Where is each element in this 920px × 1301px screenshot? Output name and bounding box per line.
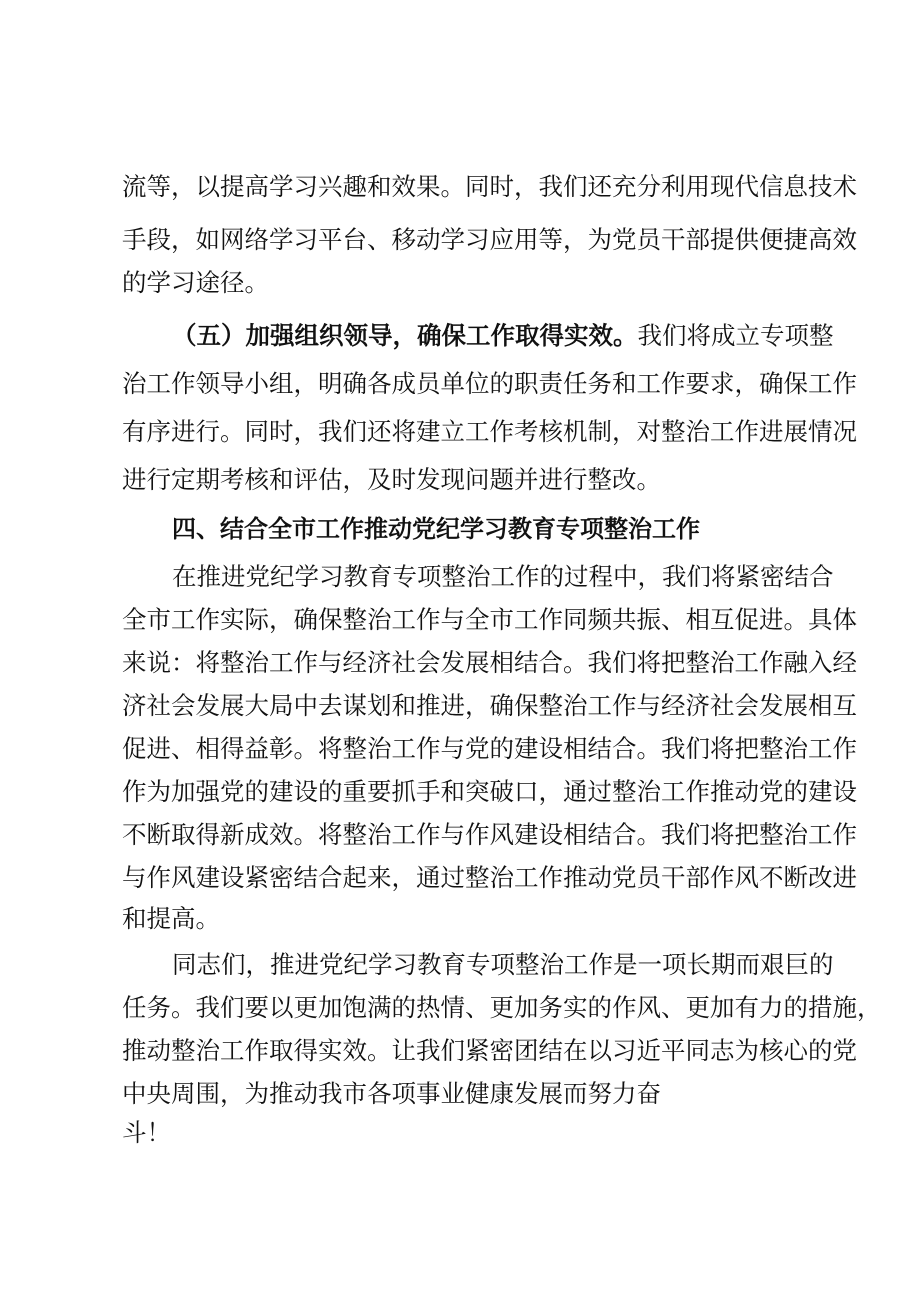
paragraph-line: 济社会发展大局中去谋划和推进，确保整治工作与经济社会发展相互 xyxy=(122,691,857,720)
bold-lead-sentence: （五）加强组织领导，确保工作取得实效。 xyxy=(172,321,638,350)
paragraph-line: 斗！ xyxy=(122,1118,171,1147)
paragraph-line: 的学习途径。 xyxy=(122,268,269,297)
paragraph-line: 推动整治工作取得实效。让我们紧密团结在以习近平同志为核心的党 xyxy=(122,1036,857,1065)
paragraph-first-line xyxy=(172,321,834,351)
paragraph-line: 与作风建设紧密结合起来，通过整治工作推动党员干部作风不断改进 xyxy=(122,863,857,892)
paragraph-line: 有序进行。同时，我们还将建立工作考核机制，对整治工作进展情况 xyxy=(122,417,857,446)
paragraph-line: 不断取得新成效。将整治工作与作风建设相结合。我们将把整治工作 xyxy=(122,820,857,849)
paragraph-line: 中央周围，为推动我市各项事业健康发展而努力奋 xyxy=(122,1079,661,1108)
paragraph-line: 促进、相得益彰。将整治工作与党的建设相结合。我们将把整治工作 xyxy=(122,734,857,763)
paragraph-line-rest: 我们将成立专项整 xyxy=(637,321,834,350)
paragraph-line: 流等，以提高学习兴趣和效果。同时，我们还充分利用现代信息技术 xyxy=(122,172,857,201)
paragraph-line: 手段，如网络学习平台、移动学习应用等，为党员干部提供便捷高效 xyxy=(122,225,857,254)
paragraph-line: 进行定期考核和评估，及时发现问题并进行整改。 xyxy=(122,465,661,494)
paragraph-line: 全市工作实际，确保整治工作与全市工作同频共振、相互促进。具体 xyxy=(122,605,857,634)
paragraph-line: 任务。我们要以更加饱满的热情、更加务实的作风、更加有力的措施， xyxy=(122,993,882,1022)
paragraph-line: 在推进党纪学习教育专项整治工作的过程中，我们将紧密结合 xyxy=(172,562,834,591)
section-heading: 四、结合全市工作推动党纪学习教育专项整治工作 xyxy=(172,515,700,543)
paragraph-line: 同志们，推进党纪学习教育专项整治工作是一项长期而艰巨的 xyxy=(172,950,834,979)
paragraph-line: 治工作领导小组，明确各成员单位的职责任务和工作要求，确保工作 xyxy=(122,369,857,398)
paragraph-line: 作为加强党的建设的重要抓手和突破口，通过整治工作推动党的建设 xyxy=(122,777,857,806)
paragraph-line: 和提高。 xyxy=(122,904,220,933)
paragraph-line: 来说：将整治工作与经济社会发展相结合。我们将把整治工作融入经 xyxy=(122,648,857,677)
